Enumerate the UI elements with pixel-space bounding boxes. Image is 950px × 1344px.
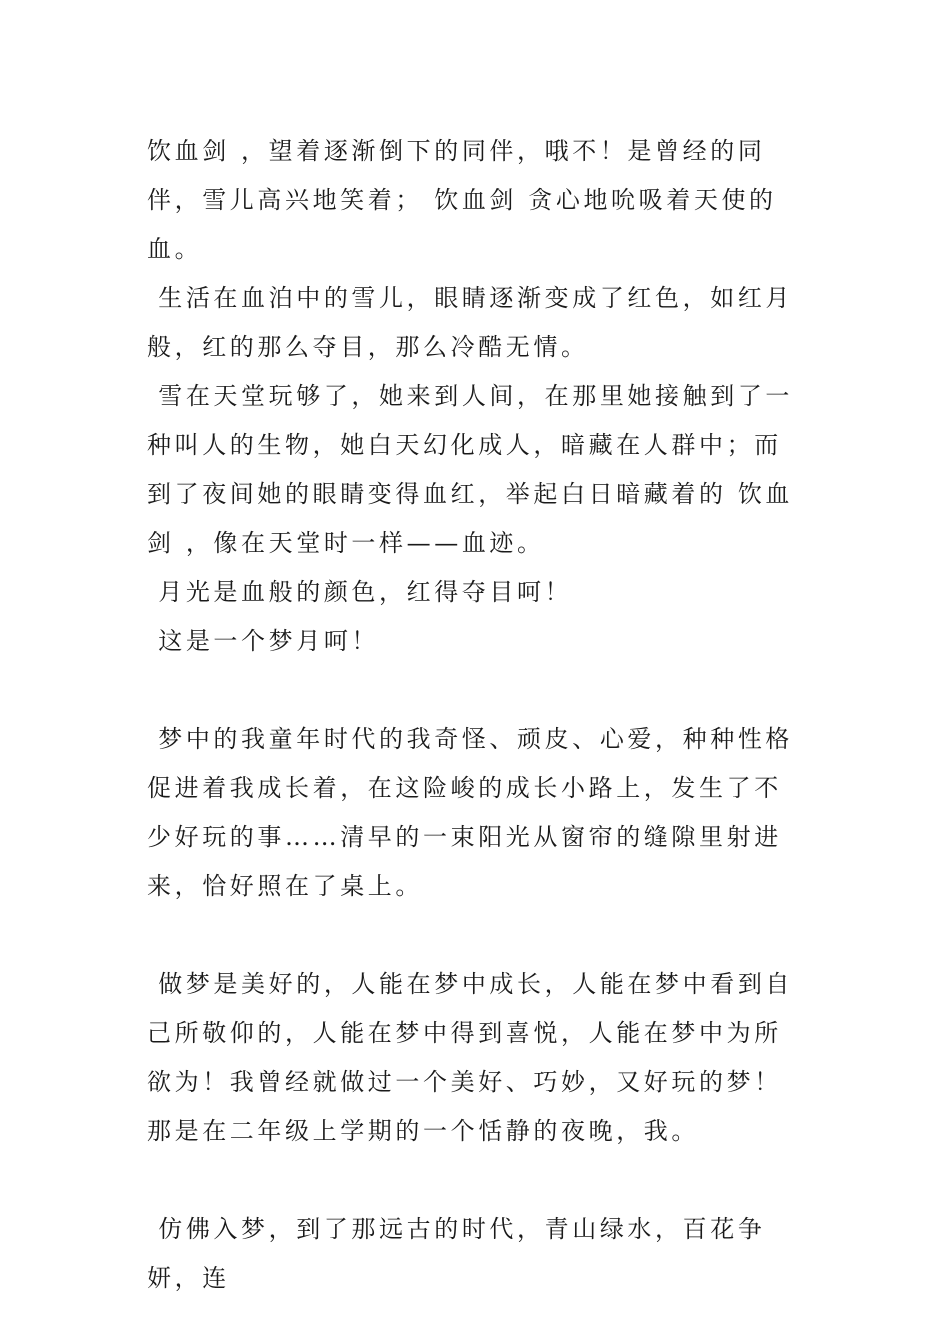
paragraph-4: 月光是血般的颜色，红得夺目呵！ <box>147 578 573 606</box>
paragraph-spacer <box>147 1156 807 1205</box>
paragraph-8: 仿佛入梦，到了那远古的时代，青山绿水，百花争妍，连 <box>147 1215 766 1292</box>
paragraph-3: 雪在天堂玩够了，她来到人间，在那里她接触到了一种叫人的生物，她白天幻化成人，暗藏在人群中；而到了夜间她的眼睛变得血红，举起白日暗藏着的 饮血剑 ，像在天堂时一样——血迹。 <box>147 382 794 557</box>
paragraph-spacer <box>147 911 807 960</box>
paragraph-spacer <box>147 666 807 715</box>
paragraph-5: 这是一个梦月呵！ <box>147 627 380 655</box>
document-body <box>147 127 807 1303</box>
paragraph-7: 做梦是美好的，人能在梦中成长，人能在梦中看到自己所敬仰的，人能在梦中得到喜悦，人能在梦中为所欲为！我曾经就做过一个美好、巧妙，又好玩的梦！那是在二年级上学期的一个恬静的夜晚，我。 <box>147 970 794 1145</box>
paragraph-1: 饮血剑 ，望着逐渐倒下的同伴，哦不！是曾经的同伴，雪儿高兴地笑着； 饮血剑 贪心地吮吸着天使的血。 <box>147 137 777 263</box>
paragraph-2: 生活在血泊中的雪儿，眼睛逐渐变成了红色，如红月般，红的那么夺目，那么冷酷无情。 <box>147 284 794 361</box>
paragraph-6: 梦中的我童年时代的我奇怪、顽皮、心爱，种种性格促进着我成长着，在这险峻的成长小路上，发生了不少好玩的事……清早的一束阳光从窗帘的缝隙里射进来，恰好照在了桌上。 <box>147 725 794 900</box>
